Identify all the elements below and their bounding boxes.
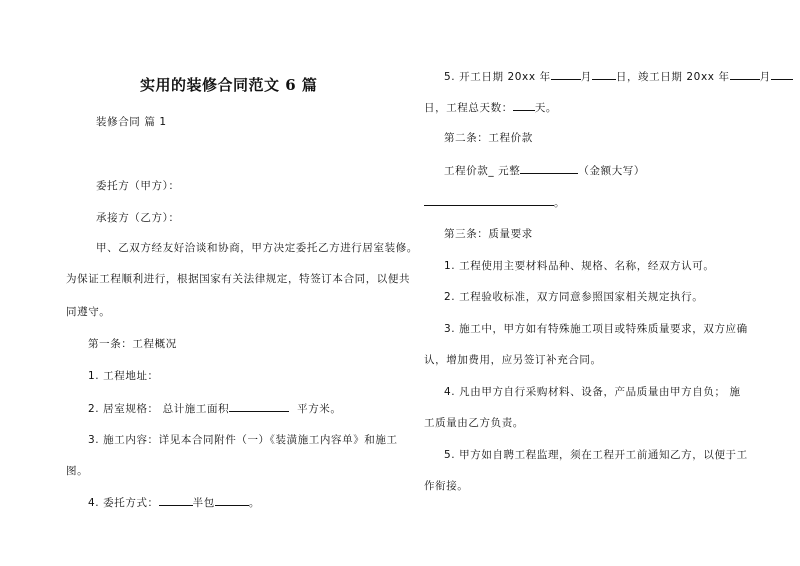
- intro-paragraph-line-1: 甲、乙双方经友好洽谈和协商，甲方决定委托乙方进行居室装修。: [96, 242, 418, 254]
- article-3-item-5-line-1: 5. 甲方如自聘工程监理，须在工程开工前通知乙方，以便于工: [444, 449, 748, 461]
- article-3-item-3-line-1: 3. 施工中，甲方如有特殊施工项目或特殊质量要求，双方应确: [444, 323, 748, 335]
- price-words-blank-field[interactable]: [424, 194, 554, 206]
- article-1-item-2: [88, 400, 342, 416]
- price-text: 工程价款_ 元整: [444, 165, 521, 177]
- contractor-party-line: 承接方（乙方）：: [96, 212, 180, 224]
- entrust-blank-field-1[interactable]: [159, 494, 193, 506]
- item-2-unit: 平方米。: [297, 403, 342, 415]
- article-1-item-4: [88, 494, 260, 510]
- article-1-item-5-line-2: [424, 99, 557, 115]
- total-days-unit: 天。: [534, 102, 558, 114]
- article-1-item-3-line-1: 3. 施工内容：详见本合同附件（一）《装潢施工内容单》和施工: [88, 434, 398, 446]
- item-4-end: 。: [248, 497, 260, 509]
- end-month-label: 月: [759, 71, 771, 83]
- article-3-item-4-line-1: 4. 凡由甲方自行采购材料、设备，产品质量由甲方自负； 施: [444, 386, 741, 398]
- article-2-heading: 第二条：工程价款: [444, 132, 533, 144]
- total-days-blank[interactable]: [513, 99, 535, 111]
- article-2-price-line: [444, 162, 645, 178]
- price-line-end: 。: [554, 197, 566, 209]
- intro-paragraph-line-2: 为保证工程顺利进行，根据国家有关法律规定，特签订本合同，以便共: [66, 273, 411, 285]
- price-uppercase-note: （金额大写）: [578, 165, 645, 177]
- document-title: 实用的装修合同范文 6 篇: [140, 76, 318, 94]
- area-blank-field[interactable]: [229, 400, 289, 412]
- article-3-item-3-line-2: 认，增加费用，应另签订补充合同。: [424, 354, 602, 366]
- article-3-item-1: 1. 工程使用主要材料品种、规格、名称，经双方认可。: [444, 260, 715, 272]
- entrust-blank-field-2[interactable]: [215, 494, 249, 506]
- end-day-blank[interactable]: [771, 68, 793, 80]
- item-4-text: 4. 委托方式：: [88, 497, 159, 509]
- article-3-item-4-line-2: 工质量由乙方负责。: [424, 417, 524, 429]
- article-2-price-line-2: [424, 194, 565, 210]
- start-day-blank[interactable]: [592, 68, 616, 80]
- total-days-text: 日，工程总天数：: [424, 102, 513, 114]
- article-3-item-5-line-2: 作衔接。: [424, 480, 469, 492]
- article-3-item-2: 2. 工程验收标准，双方同意参照国家相关规定执行。: [444, 291, 704, 303]
- end-month-blank[interactable]: [730, 68, 760, 80]
- article-1-item-3-line-2: 图。: [66, 465, 89, 477]
- start-month-blank[interactable]: [551, 68, 581, 80]
- price-blank-field[interactable]: [520, 162, 578, 174]
- start-month-label: 月: [580, 71, 592, 83]
- client-party-line: 委托方（甲方）：: [96, 180, 180, 192]
- item-2-text: 2. 居室规格： 总计施工面积: [88, 403, 230, 415]
- start-date-text: 5. 开工日期 20xx 年: [444, 71, 551, 83]
- intro-paragraph-line-3: 同遵守。: [66, 306, 111, 318]
- article-3-heading: 第三条：质量要求: [444, 228, 533, 240]
- section-heading: 装修合同 篇 1: [96, 116, 167, 128]
- article-1-item-5-line-1: [444, 68, 793, 84]
- item-4-mid: 半包: [192, 497, 215, 509]
- article-1-heading: 第一条：工程概况: [88, 338, 177, 350]
- end-date-text: 日，竣工日期 20xx 年: [615, 71, 730, 83]
- article-1-item-1: 1. 工程地址：: [88, 370, 159, 382]
